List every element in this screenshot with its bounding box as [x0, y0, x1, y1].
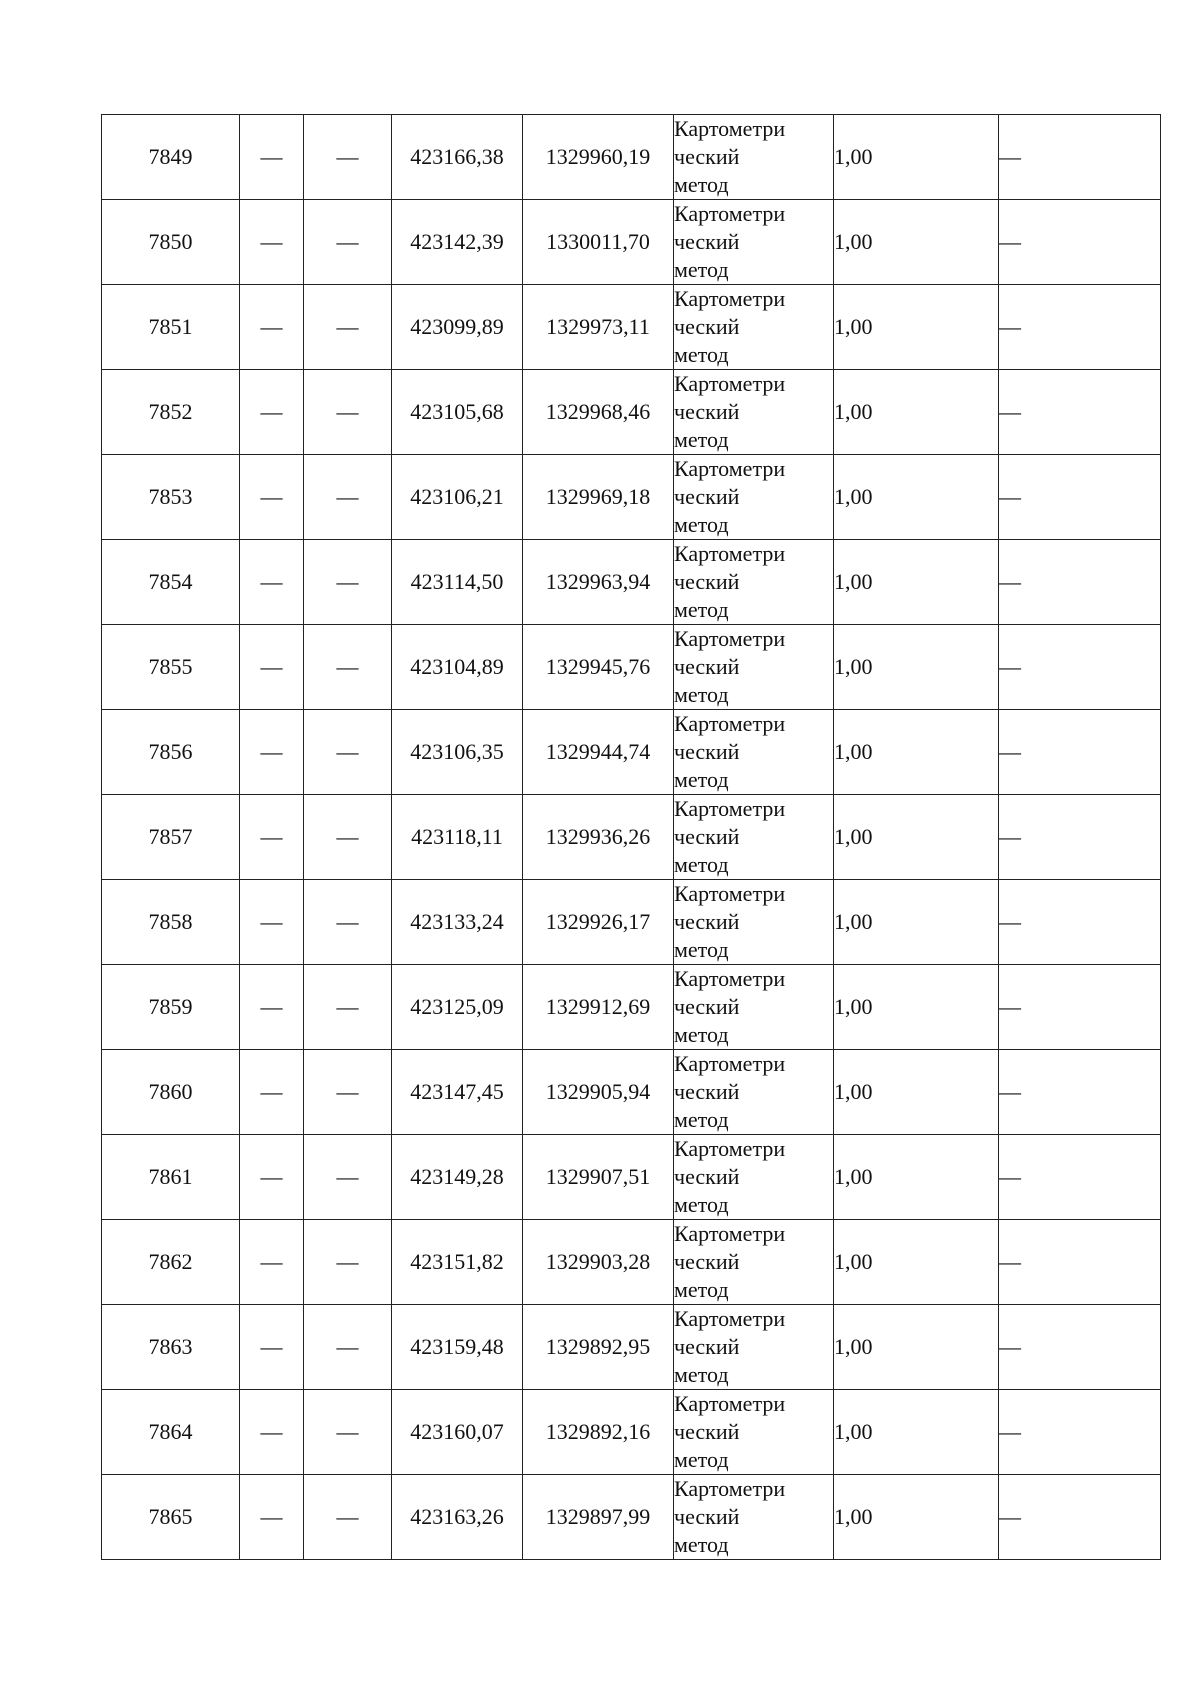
- y-coordinate-cell: 1329960,19: [523, 115, 674, 200]
- table-row: [102, 965, 1161, 1050]
- method-cell: [674, 455, 834, 540]
- empty-cell: —: [304, 1390, 392, 1475]
- point-number-cell: 7859: [102, 965, 240, 1050]
- method-text-line: Картометри: [674, 711, 786, 736]
- method-text-line: ческий: [674, 1079, 740, 1104]
- empty-cell: —: [999, 1135, 1161, 1220]
- table-row: [102, 200, 1161, 285]
- empty-cell: —: [999, 880, 1161, 965]
- precision-cell: 1,00: [834, 1390, 999, 1475]
- x-coordinate-cell: 423099,89: [392, 285, 523, 370]
- precision-cell: 1,00: [834, 795, 999, 880]
- x-coordinate-cell: 423114,50: [392, 540, 523, 625]
- table-row: [102, 540, 1161, 625]
- empty-cell: —: [240, 115, 304, 200]
- empty-cell: —: [304, 370, 392, 455]
- empty-cell: —: [240, 1220, 304, 1305]
- method-text-line: метод: [674, 427, 729, 452]
- empty-cell: —: [304, 625, 392, 710]
- method-text-line: метод: [674, 682, 729, 707]
- empty-cell: —: [240, 540, 304, 625]
- method-text-line: метод: [674, 1192, 729, 1217]
- method-text-line: Картометри: [674, 626, 786, 651]
- table-row: [102, 1135, 1161, 1220]
- y-coordinate-cell: 1329968,46: [523, 370, 674, 455]
- empty-cell: —: [304, 795, 392, 880]
- y-coordinate-cell: 1329905,94: [523, 1050, 674, 1135]
- method-cell: [674, 1135, 834, 1220]
- method-text-line: Картометри: [674, 881, 786, 906]
- empty-cell: —: [240, 965, 304, 1050]
- method-text-line: Картометри: [674, 456, 786, 481]
- method-text-line: метод: [674, 512, 729, 537]
- method-text-line: ческий: [674, 1164, 740, 1189]
- empty-cell: —: [304, 115, 392, 200]
- point-number-cell: 7860: [102, 1050, 240, 1135]
- y-coordinate-cell: 1330011,70: [523, 200, 674, 285]
- method-text-line: метод: [674, 257, 729, 282]
- empty-cell: —: [304, 1220, 392, 1305]
- x-coordinate-cell: 423118,11: [392, 795, 523, 880]
- method-cell: [674, 880, 834, 965]
- empty-cell: —: [999, 1220, 1161, 1305]
- method-cell: [674, 370, 834, 455]
- table-row: [102, 1475, 1161, 1560]
- empty-cell: —: [304, 965, 392, 1050]
- empty-cell: —: [999, 540, 1161, 625]
- method-cell: [674, 1220, 834, 1305]
- y-coordinate-cell: 1329936,26: [523, 795, 674, 880]
- empty-cell: —: [304, 540, 392, 625]
- method-text-line: ческий: [674, 1504, 740, 1529]
- method-text-line: Картометри: [674, 541, 786, 566]
- method-text-line: ческий: [674, 314, 740, 339]
- point-number-cell: 7854: [102, 540, 240, 625]
- method-text-line: Картометри: [674, 201, 786, 226]
- precision-cell: 1,00: [834, 1220, 999, 1305]
- empty-cell: —: [304, 285, 392, 370]
- precision-cell: 1,00: [834, 370, 999, 455]
- x-coordinate-cell: 423104,89: [392, 625, 523, 710]
- method-cell: [674, 200, 834, 285]
- method-cell: [674, 965, 834, 1050]
- point-number-cell: 7864: [102, 1390, 240, 1475]
- empty-cell: —: [999, 455, 1161, 540]
- empty-cell: —: [240, 1305, 304, 1390]
- table-row: [102, 1220, 1161, 1305]
- empty-cell: —: [240, 200, 304, 285]
- method-cell: [674, 1305, 834, 1390]
- y-coordinate-cell: 1329973,11: [523, 285, 674, 370]
- y-coordinate-cell: 1329945,76: [523, 625, 674, 710]
- x-coordinate-cell: 423105,68: [392, 370, 523, 455]
- method-text-line: ческий: [674, 1419, 740, 1444]
- y-coordinate-cell: 1329903,28: [523, 1220, 674, 1305]
- point-number-cell: 7862: [102, 1220, 240, 1305]
- table-row: [102, 370, 1161, 455]
- empty-cell: —: [240, 710, 304, 795]
- table-row: [102, 1050, 1161, 1135]
- precision-cell: 1,00: [834, 200, 999, 285]
- precision-cell: 1,00: [834, 1050, 999, 1135]
- precision-cell: 1,00: [834, 625, 999, 710]
- empty-cell: —: [240, 370, 304, 455]
- empty-cell: —: [999, 625, 1161, 710]
- method-text-line: ческий: [674, 399, 740, 424]
- x-coordinate-cell: 423133,24: [392, 880, 523, 965]
- empty-cell: —: [240, 1135, 304, 1220]
- method-text-line: Картометри: [674, 1391, 786, 1416]
- y-coordinate-cell: 1329907,51: [523, 1135, 674, 1220]
- y-coordinate-cell: 1329897,99: [523, 1475, 674, 1560]
- method-cell: [674, 795, 834, 880]
- method-cell: [674, 1390, 834, 1475]
- method-cell: [674, 1475, 834, 1560]
- coordinates-table: [101, 114, 1161, 1560]
- point-number-cell: 7855: [102, 625, 240, 710]
- y-coordinate-cell: 1329963,94: [523, 540, 674, 625]
- point-number-cell: 7858: [102, 880, 240, 965]
- empty-cell: —: [240, 285, 304, 370]
- method-text-line: ческий: [674, 144, 740, 169]
- y-coordinate-cell: 1329912,69: [523, 965, 674, 1050]
- x-coordinate-cell: 423125,09: [392, 965, 523, 1050]
- y-coordinate-cell: 1329926,17: [523, 880, 674, 965]
- x-coordinate-cell: 423160,07: [392, 1390, 523, 1475]
- empty-cell: —: [240, 455, 304, 540]
- method-text-line: ческий: [674, 1334, 740, 1359]
- precision-cell: 1,00: [834, 710, 999, 795]
- method-text-line: метод: [674, 1362, 729, 1387]
- empty-cell: —: [304, 1135, 392, 1220]
- empty-cell: —: [304, 880, 392, 965]
- method-text-line: метод: [674, 342, 729, 367]
- method-text-line: ческий: [674, 739, 740, 764]
- method-cell: [674, 625, 834, 710]
- empty-cell: —: [240, 880, 304, 965]
- point-number-cell: 7849: [102, 115, 240, 200]
- precision-cell: 1,00: [834, 880, 999, 965]
- point-number-cell: 7861: [102, 1135, 240, 1220]
- point-number-cell: 7851: [102, 285, 240, 370]
- table-row: [102, 455, 1161, 540]
- method-text-line: Картометри: [674, 1136, 786, 1161]
- empty-cell: —: [999, 1390, 1161, 1475]
- empty-cell: —: [999, 965, 1161, 1050]
- y-coordinate-cell: 1329892,95: [523, 1305, 674, 1390]
- y-coordinate-cell: 1329969,18: [523, 455, 674, 540]
- method-text-line: метод: [674, 1447, 729, 1472]
- point-number-cell: 7852: [102, 370, 240, 455]
- y-coordinate-cell: 1329944,74: [523, 710, 674, 795]
- empty-cell: —: [304, 1305, 392, 1390]
- x-coordinate-cell: 423142,39: [392, 200, 523, 285]
- method-text-line: Картометри: [674, 116, 786, 141]
- y-coordinate-cell: 1329892,16: [523, 1390, 674, 1475]
- empty-cell: —: [240, 1050, 304, 1135]
- table-row: [102, 625, 1161, 710]
- method-text-line: ческий: [674, 654, 740, 679]
- method-text-line: метод: [674, 767, 729, 792]
- method-text-line: ческий: [674, 1249, 740, 1274]
- x-coordinate-cell: 423106,21: [392, 455, 523, 540]
- method-cell: [674, 285, 834, 370]
- method-text-line: ческий: [674, 994, 740, 1019]
- method-cell: [674, 115, 834, 200]
- empty-cell: —: [304, 1475, 392, 1560]
- method-text-line: метод: [674, 937, 729, 962]
- table-row: [102, 795, 1161, 880]
- method-text-line: ческий: [674, 569, 740, 594]
- precision-cell: 1,00: [834, 455, 999, 540]
- empty-cell: —: [999, 1050, 1161, 1135]
- empty-cell: —: [999, 1305, 1161, 1390]
- table-body: [102, 115, 1161, 1560]
- table-row: [102, 1390, 1161, 1475]
- empty-cell: —: [240, 1475, 304, 1560]
- empty-cell: —: [304, 1050, 392, 1135]
- precision-cell: 1,00: [834, 285, 999, 370]
- empty-cell: —: [304, 710, 392, 795]
- table-row: [102, 710, 1161, 795]
- method-text-line: Картометри: [674, 286, 786, 311]
- x-coordinate-cell: 423151,82: [392, 1220, 523, 1305]
- precision-cell: 1,00: [834, 1305, 999, 1390]
- point-number-cell: 7853: [102, 455, 240, 540]
- point-number-cell: 7850: [102, 200, 240, 285]
- method-text-line: ческий: [674, 484, 740, 509]
- method-text-line: ческий: [674, 824, 740, 849]
- method-text-line: Картометри: [674, 1221, 786, 1246]
- empty-cell: —: [240, 1390, 304, 1475]
- precision-cell: 1,00: [834, 1135, 999, 1220]
- method-text-line: метод: [674, 1022, 729, 1047]
- precision-cell: 1,00: [834, 965, 999, 1050]
- method-text-line: метод: [674, 1532, 729, 1557]
- method-cell: [674, 710, 834, 795]
- x-coordinate-cell: 423163,26: [392, 1475, 523, 1560]
- method-text-line: Картометри: [674, 371, 786, 396]
- point-number-cell: 7865: [102, 1475, 240, 1560]
- table-row: [102, 285, 1161, 370]
- method-text-line: метод: [674, 172, 729, 197]
- table-row: [102, 1305, 1161, 1390]
- empty-cell: —: [240, 795, 304, 880]
- method-cell: [674, 540, 834, 625]
- method-text-line: метод: [674, 1107, 729, 1132]
- precision-cell: 1,00: [834, 1475, 999, 1560]
- method-text-line: ческий: [674, 229, 740, 254]
- point-number-cell: 7856: [102, 710, 240, 795]
- empty-cell: —: [999, 115, 1161, 200]
- method-text-line: ческий: [674, 909, 740, 934]
- method-text-line: метод: [674, 1277, 729, 1302]
- empty-cell: —: [304, 455, 392, 540]
- method-text-line: метод: [674, 852, 729, 877]
- point-number-cell: 7863: [102, 1305, 240, 1390]
- point-number-cell: 7857: [102, 795, 240, 880]
- table-row: [102, 115, 1161, 200]
- method-cell: [674, 1050, 834, 1135]
- method-text-line: Картометри: [674, 796, 786, 821]
- empty-cell: —: [999, 710, 1161, 795]
- empty-cell: —: [999, 285, 1161, 370]
- precision-cell: 1,00: [834, 540, 999, 625]
- empty-cell: —: [999, 200, 1161, 285]
- method-text-line: Картометри: [674, 966, 786, 991]
- empty-cell: —: [304, 200, 392, 285]
- x-coordinate-cell: 423159,48: [392, 1305, 523, 1390]
- method-text-line: метод: [674, 597, 729, 622]
- x-coordinate-cell: 423149,28: [392, 1135, 523, 1220]
- empty-cell: —: [999, 370, 1161, 455]
- empty-cell: —: [240, 625, 304, 710]
- x-coordinate-cell: 423147,45: [392, 1050, 523, 1135]
- x-coordinate-cell: 423106,35: [392, 710, 523, 795]
- empty-cell: —: [999, 795, 1161, 880]
- empty-cell: —: [999, 1475, 1161, 1560]
- method-text-line: Картометри: [674, 1476, 786, 1501]
- precision-cell: 1,00: [834, 115, 999, 200]
- x-coordinate-cell: 423166,38: [392, 115, 523, 200]
- method-text-line: Картометри: [674, 1306, 786, 1331]
- table-row: [102, 880, 1161, 965]
- method-text-line: Картометри: [674, 1051, 786, 1076]
